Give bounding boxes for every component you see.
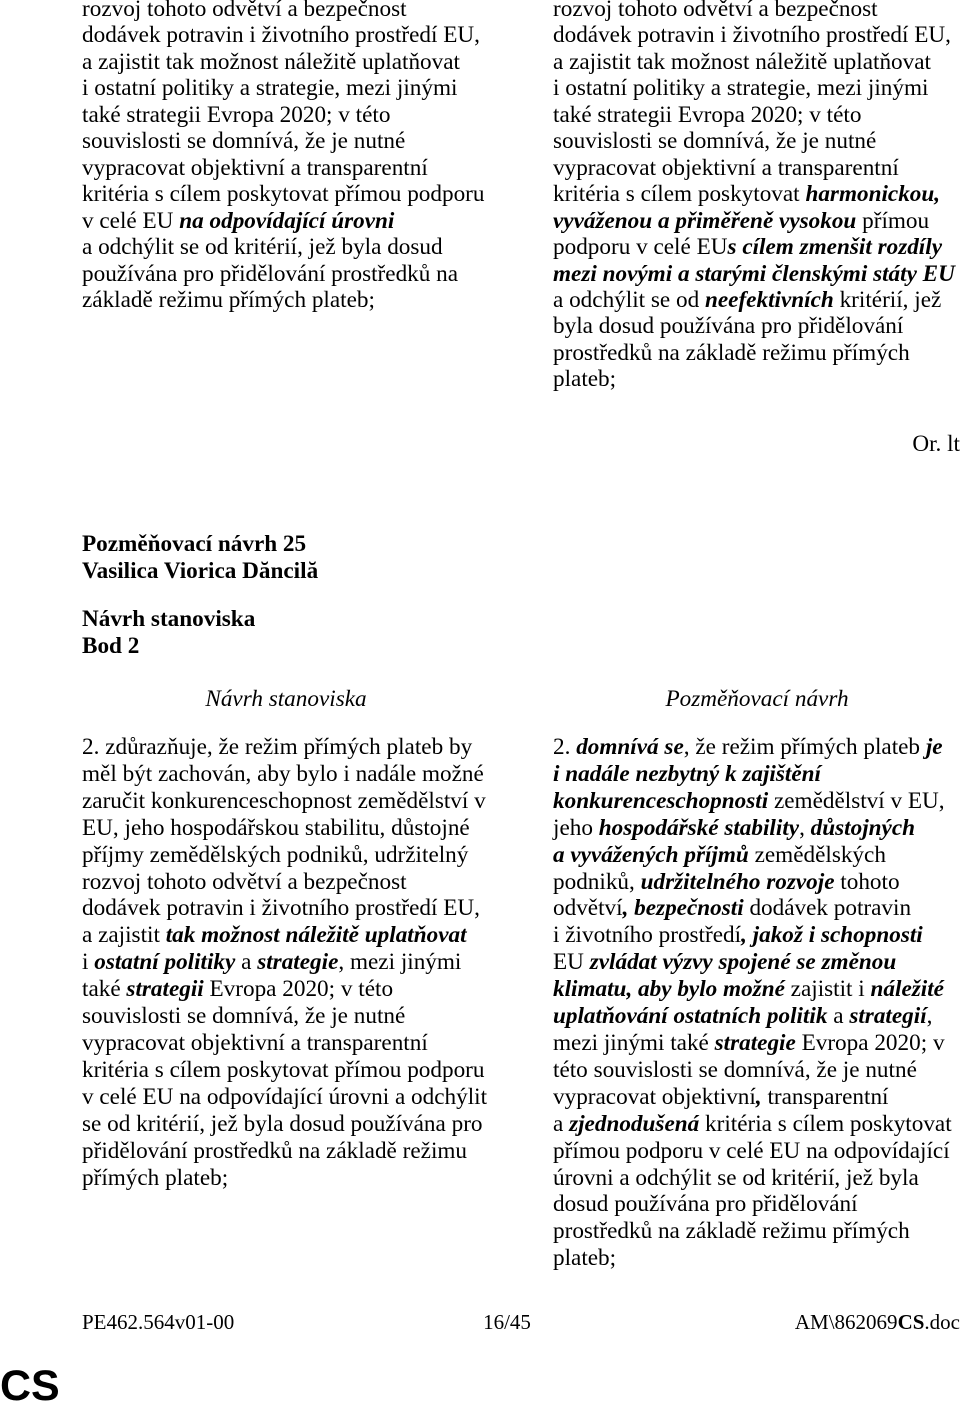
text-line xyxy=(553,49,955,75)
plain-text: i xyxy=(82,949,95,976)
plain-text: vypracovat objektivní xyxy=(553,1083,756,1110)
text-line xyxy=(553,1111,952,1138)
text-line xyxy=(553,208,955,234)
text-line xyxy=(82,815,487,842)
plain-text: se od kritérií, jež byla dosud používána pro xyxy=(82,1110,483,1137)
text-line xyxy=(82,788,487,815)
plain-text: dodávek potravin i životního prostředí EU, xyxy=(82,895,480,922)
plain-text: , xyxy=(926,1003,933,1030)
text-line xyxy=(553,949,952,976)
plain-text: této souvislosti se domnívá, že je nutné xyxy=(553,1056,917,1083)
previous-original-text-column xyxy=(82,0,485,313)
text-line xyxy=(82,1084,487,1111)
plain-text: podniků, xyxy=(553,868,641,895)
amended-text-emphasis: důstojných xyxy=(810,814,916,841)
text-line xyxy=(553,1057,952,1084)
text-line xyxy=(553,234,955,260)
plain-text: a zajistit tak možnost náležitě uplatňovat xyxy=(553,48,931,75)
text-line xyxy=(553,155,955,181)
amended-text-emphasis: na odpovídající úrovni xyxy=(179,207,395,234)
text-line xyxy=(82,1057,487,1084)
footer-document-reference: PE462.564v01-00 xyxy=(82,1310,235,1334)
text-line xyxy=(82,1003,487,1030)
amended-text-emphasis: udržitelného rozvoje xyxy=(640,868,835,895)
text-line xyxy=(553,734,952,761)
text-line xyxy=(553,102,955,128)
text-line xyxy=(553,181,955,207)
plain-text: , mezi jinými xyxy=(338,949,462,976)
plain-text: EU, jeho hospodářskou stabilitu, důstojné xyxy=(82,814,470,841)
footer-file-name xyxy=(795,1310,960,1334)
plain-text: přímou xyxy=(856,207,930,234)
plain-text: , že režim přímých plateb xyxy=(683,734,926,760)
plain-text: v celé EU na odpovídající úrovni a odchýlit xyxy=(82,1083,488,1110)
plain-text: rozvoj tohoto odvětví a bezpečnost xyxy=(82,868,407,895)
plain-text: 2. xyxy=(553,734,577,760)
text-line xyxy=(553,366,955,392)
plain-text: i ostatní politiky a strategie, mezi jinými xyxy=(553,75,929,102)
plain-text: prostředků na základě režimu přímých xyxy=(553,1218,910,1245)
text-line xyxy=(82,234,485,260)
text-line xyxy=(82,75,485,101)
plain-text: úrovni a odchýlit se od kritérií, jež byla xyxy=(553,1164,919,1191)
plain-text: také xyxy=(82,976,127,1003)
text-line xyxy=(553,1084,952,1111)
plain-text: Evropa 2020; v této xyxy=(203,976,394,1003)
plain-text: používána pro přidělování prostředků na xyxy=(82,260,459,287)
column-header-original: Návrh stanoviska xyxy=(205,686,367,712)
text-line xyxy=(553,313,955,339)
plain-text: dodávek potravin i životního prostředí EU, xyxy=(82,22,480,49)
amended-text-emphasis: s cílem zmenšit rozdíly xyxy=(727,234,942,261)
bold-text: CS xyxy=(897,1310,925,1334)
text-line xyxy=(553,287,955,313)
text-line xyxy=(82,22,485,48)
plain-text: vypracovat objektivní a transparentní xyxy=(82,1029,428,1056)
text-line xyxy=(553,869,952,896)
plain-text: odvětví xyxy=(553,895,623,922)
text-line xyxy=(82,261,485,287)
amended-text-emphasis: zvládat výzvy spojené se změnou xyxy=(589,949,897,976)
plain-text: příjmy zemědělských podniků, udržitelný xyxy=(82,841,469,868)
text-line xyxy=(553,1165,952,1192)
text-line xyxy=(553,22,955,48)
document-name: Návrh stanoviska xyxy=(82,606,256,632)
text-line xyxy=(553,1245,952,1272)
plain-text: Evropa 2020; v xyxy=(795,1029,945,1056)
text-line xyxy=(553,0,955,22)
plain-text: dodávek potravin xyxy=(743,895,912,922)
text-line xyxy=(82,734,487,761)
plain-text: základě režimu přímých plateb; xyxy=(82,286,375,313)
plain-text: kritéria s cílem poskytovat xyxy=(699,1110,952,1137)
text-line xyxy=(82,0,485,22)
amended-text-emphasis: harmonickou, xyxy=(805,181,941,208)
text-line xyxy=(82,1138,487,1165)
amended-text-emphasis: klimatu, aby bylo možné xyxy=(553,976,785,1003)
original-text-column xyxy=(82,734,487,1191)
text-line xyxy=(553,1218,952,1245)
text-line xyxy=(82,128,485,154)
amended-text-emphasis: strategie xyxy=(714,1029,796,1056)
text-line xyxy=(553,340,955,366)
amendment-number: Pozměňovací návrh 25 xyxy=(82,531,307,557)
plain-text: vypracovat objektivní a transparentní xyxy=(553,154,899,181)
text-line xyxy=(82,1165,487,1192)
text-line xyxy=(82,922,487,949)
plain-text: a xyxy=(827,1003,850,1030)
text-line xyxy=(553,75,955,101)
amended-text-emphasis: , jakož i schopnosti xyxy=(741,922,923,949)
amended-text-emphasis: vyváženou a přiměřeně vysokou xyxy=(553,207,857,234)
plain-text: a odchýlit se od xyxy=(553,286,705,313)
plain-text: a zajistit xyxy=(82,922,166,949)
previous-amended-text-column xyxy=(553,0,955,393)
text-line xyxy=(553,895,952,922)
amended-text-emphasis: náležité xyxy=(870,976,944,1003)
plain-text: , xyxy=(799,814,811,841)
amended-text-emphasis: je xyxy=(925,734,943,760)
text-line xyxy=(553,1003,952,1030)
plain-text: přímých plateb; xyxy=(82,1164,229,1191)
text-line xyxy=(795,1310,960,1334)
text-line xyxy=(553,261,955,287)
plain-text: také strategii Evropa 2020; v této xyxy=(82,101,391,128)
amended-text-emphasis: strategie xyxy=(257,949,339,976)
plain-text: jeho xyxy=(553,814,599,841)
plain-text: plateb; xyxy=(553,1245,617,1272)
column-header-amendment: Pozměňovací návrh xyxy=(665,686,849,712)
amendment-header xyxy=(82,531,318,585)
plain-text: zajistit i xyxy=(784,976,871,1003)
plain-text: a odchýlit se od kritérií, jež byla dosud xyxy=(82,234,443,261)
plain-text: prostředků na základě režimu přímých xyxy=(553,339,910,366)
plain-text: EU xyxy=(553,949,590,976)
plain-text: vypracovat objektivní a transparentní xyxy=(82,154,428,181)
plain-text: plateb; xyxy=(553,366,617,393)
amended-text-emphasis: ostatní politiky xyxy=(94,949,236,976)
point-number: Bod 2 xyxy=(82,632,140,659)
text-line xyxy=(82,155,485,181)
amended-text-emphasis: , xyxy=(755,1083,762,1110)
plain-text: a xyxy=(553,1110,570,1137)
text-line xyxy=(553,922,952,949)
amended-text-emphasis: strategii xyxy=(126,976,204,1003)
amended-text-emphasis: hospodářské stability xyxy=(598,814,800,841)
plain-text: podporu v celé EU xyxy=(553,234,728,261)
plain-text: v celé EU xyxy=(82,207,180,234)
plain-text: dodávek potravin i životního prostředí EU, xyxy=(553,22,951,49)
plain-text: zemědělství v EU, xyxy=(768,787,945,814)
plain-text: kritéria s cílem poskytovat xyxy=(553,181,806,208)
amended-text-emphasis: strategií xyxy=(849,1003,927,1030)
plain-text: zaručit konkurenceschopnost zemědělství v xyxy=(82,787,486,814)
plain-text: a xyxy=(235,949,258,976)
plain-text: .doc xyxy=(924,1310,960,1334)
text-line xyxy=(553,842,952,869)
text-line xyxy=(553,1138,952,1165)
text-line xyxy=(553,788,952,815)
text-line xyxy=(82,761,487,788)
amended-text-emphasis: konkurenceschopnosti xyxy=(553,787,769,814)
amended-text-emphasis: domnívá se xyxy=(576,734,684,760)
text-line xyxy=(82,842,487,869)
plain-text: byla dosud používána pro přidělování xyxy=(553,313,904,340)
text-line xyxy=(82,869,487,896)
plain-text: kritérií, jež xyxy=(833,286,942,313)
text-line xyxy=(82,1111,487,1138)
plain-text: dosud používána pro přidělování xyxy=(553,1191,858,1218)
plain-text: kritéria s cílem poskytovat přímou podporu xyxy=(82,181,485,208)
plain-text: souvislosti se domnívá, že je nutné xyxy=(82,1003,406,1030)
amended-text-emphasis: neefektivních xyxy=(704,286,834,313)
text-line xyxy=(553,976,952,1003)
plain-text: přidělování prostředků na základě režimu xyxy=(82,1137,468,1164)
text-line xyxy=(553,815,952,842)
plain-text: také strategii Evropa 2020; v této xyxy=(553,101,862,128)
footer-page-number: 16/45 xyxy=(483,1310,531,1334)
text-line xyxy=(82,102,485,128)
text-line xyxy=(553,761,952,788)
plain-text: kritéria s cílem poskytovat přímou podporu xyxy=(82,1056,485,1083)
plain-text: i životního prostředí xyxy=(553,922,742,949)
plain-text: 2. zdůrazňuje, že režim přímých plateb by xyxy=(82,734,473,760)
plain-text: měl být zachován, aby bylo i nadále možné xyxy=(82,760,484,787)
plain-text: i ostatní politiky a strategie, mezi jinými xyxy=(82,75,458,102)
plain-text: tohoto xyxy=(834,868,900,895)
plain-text: rozvoj tohoto odvětví a bezpečnost xyxy=(82,0,407,22)
plain-text: zemědělských xyxy=(748,841,886,868)
plain-text: transparentní xyxy=(761,1083,889,1110)
plain-text: přímou podporu v celé EU na odpovídající xyxy=(553,1137,950,1164)
text-line xyxy=(82,49,485,75)
text-line xyxy=(82,1030,487,1057)
text-line xyxy=(82,949,487,976)
amendment-author: Vasilica Viorica Dăncilă xyxy=(82,557,319,584)
text-line xyxy=(82,181,485,207)
text-line xyxy=(82,895,487,922)
plain-text: AM\862069 xyxy=(794,1310,898,1334)
plain-text: souvislosti se domnívá, že je nutné xyxy=(82,128,406,155)
plain-text: mezi jinými také xyxy=(553,1029,715,1056)
original-language-note: Or. lt xyxy=(912,431,960,457)
language-code-badge: CS xyxy=(0,1362,60,1403)
text-line xyxy=(82,208,485,234)
amended-text-emphasis: zjednodušená xyxy=(569,1110,700,1137)
amended-text-column xyxy=(553,734,952,1272)
text-line xyxy=(553,1030,952,1057)
text-line xyxy=(553,1191,952,1218)
amended-text-emphasis: uplatňování ostatních politik xyxy=(553,1003,828,1030)
text-line xyxy=(82,976,487,1003)
plain-text: a zajistit tak možnost náležitě uplatňovat xyxy=(82,48,460,75)
amended-text-emphasis: , bezpečnosti xyxy=(622,895,744,922)
amended-text-emphasis: i nadále nezbytný k zajištění xyxy=(553,760,821,787)
plain-text: souvislosti se domnívá, že je nutné xyxy=(553,128,877,155)
text-line xyxy=(553,128,955,154)
plain-text: rozvoj tohoto odvětví a bezpečnost xyxy=(553,0,878,22)
amended-text-emphasis: tak možnost náležitě uplatňovat xyxy=(165,922,467,949)
amended-text-emphasis: a vyvážených příjmů xyxy=(553,841,749,868)
amended-text-reference xyxy=(82,606,255,660)
text-line xyxy=(82,287,485,313)
amended-text-emphasis: mezi novými a starými členskými státy EU xyxy=(553,260,955,287)
